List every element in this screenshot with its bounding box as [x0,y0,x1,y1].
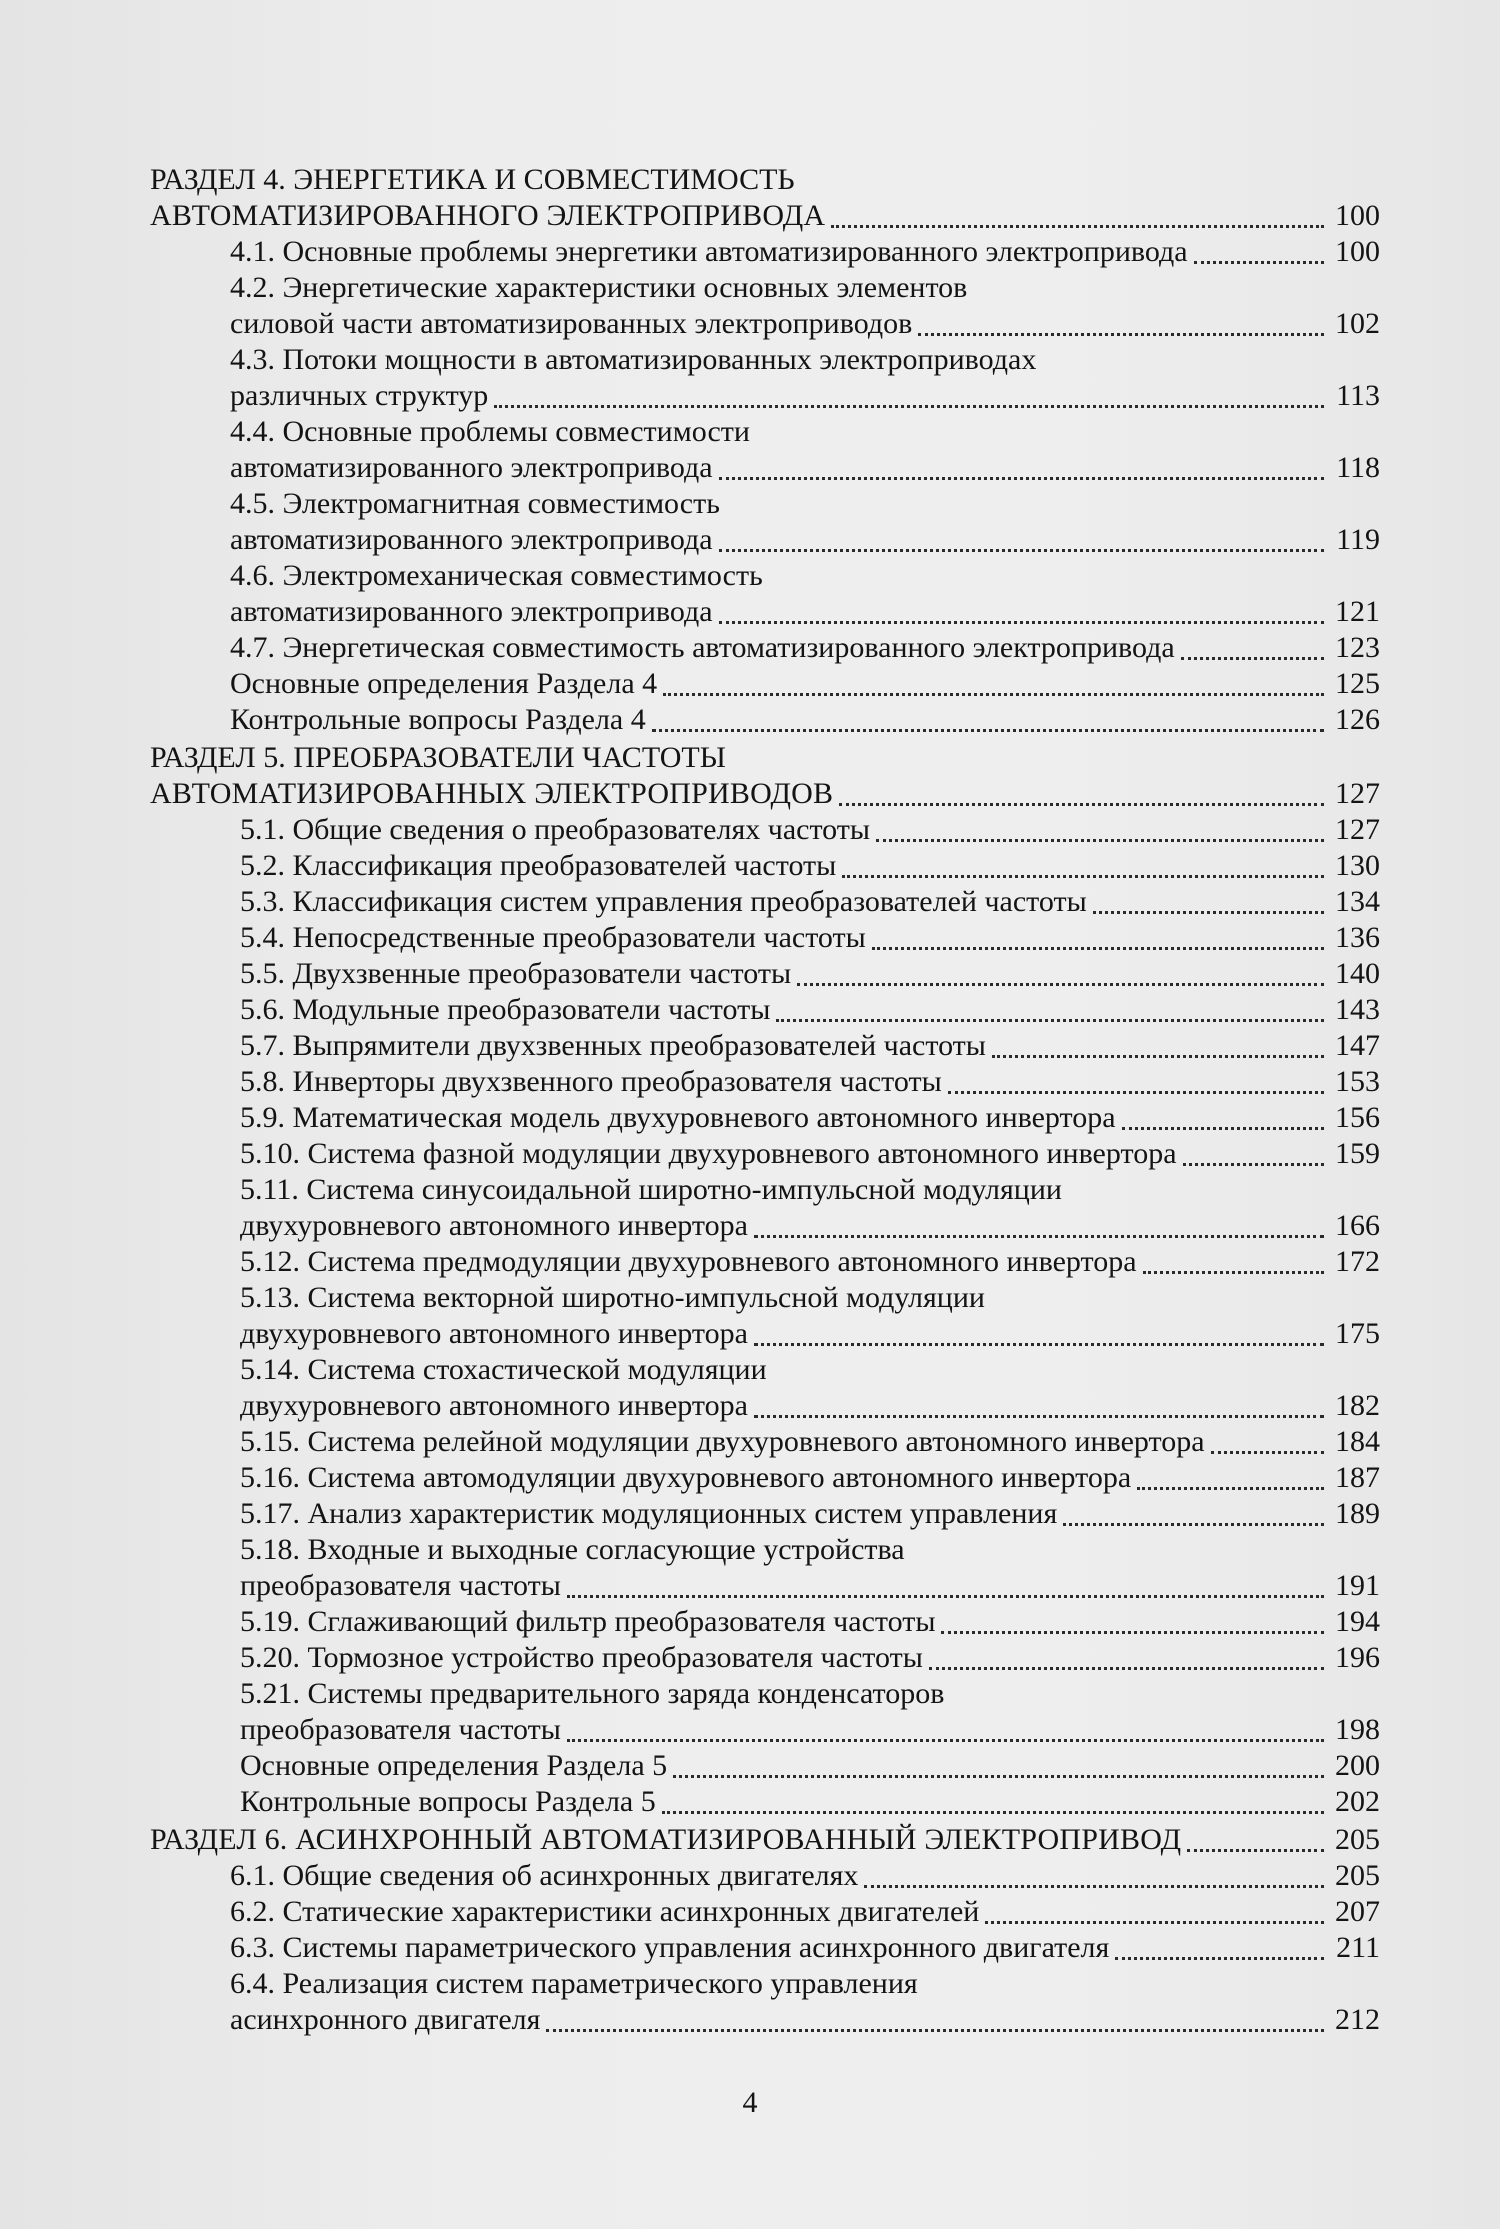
toc-page-number: 191 [1335,1569,1380,1602]
toc-entry-title-line: двухуровневого автономного инвертора [240,1209,748,1242]
toc-entry-title [230,270,1328,342]
toc-entry-title-line: 5.6. Модульные преобразователи частоты [240,993,771,1026]
toc-page-number: 123 [1335,631,1380,664]
toc-entry-title [240,884,1328,920]
toc-entry-title-line: 4.7. Энергетическая совместимость автоматизированного электропривода [230,631,1175,664]
toc-entry-title [230,558,1328,630]
toc-page-number: 125 [1335,667,1380,700]
dot-leader [754,1329,1324,1346]
toc-entry [150,1100,1380,1136]
toc-entry [150,1028,1380,1064]
toc-entry [150,1280,1380,1352]
toc-entry-title-line: 5.1. Общие сведения о преобразователях частоты [240,813,871,846]
dot-leader [864,1871,1324,1888]
dot-leader [1194,247,1324,264]
toc-entry [150,1460,1380,1496]
dot-leader [1143,1257,1324,1274]
toc-page-number: 172 [1335,1245,1380,1278]
toc-entry-title-line: Основные определения Раздела 4 [230,667,658,700]
toc-entry-title-line: преобразователя частоты [240,1569,561,1602]
dot-leader [941,1617,1324,1634]
toc-entry-title [230,702,1328,738]
toc-entry-title [240,1676,1328,1748]
toc-entry [150,270,1380,342]
toc-entry-title [240,848,1328,884]
toc-page-number: 200 [1335,1749,1380,1782]
toc-page-number: 207 [1335,1895,1380,1928]
toc-entry [150,486,1380,558]
toc-entry [150,1858,1380,1894]
toc-entry-title [240,1136,1328,1172]
dot-leader [1183,1149,1324,1166]
toc-entry-title-line: 4.4. Основные проблемы совместимости [230,415,750,448]
dot-leader [1181,643,1324,660]
toc-entry-title-line: 5.7. Выпрямители двухзвенных преобразователей частоты [240,1029,986,1062]
toc-page-number: 175 [1335,1317,1380,1350]
toc-entry [150,414,1380,486]
toc-entry-title-line: силовой части автоматизированных электроприводов [230,307,913,340]
toc-entry-title [240,1100,1328,1136]
toc-entry [150,702,1380,738]
toc-page-number: 187 [1335,1461,1380,1494]
toc-page-number: 166 [1335,1209,1380,1242]
toc-entry [150,1894,1380,1930]
toc-page-number: 196 [1335,1641,1380,1674]
dot-leader [754,1401,1324,1418]
dot-leader [797,969,1324,986]
toc-entry-title [240,1028,1328,1064]
toc-entry [150,884,1380,920]
toc-entry [150,992,1380,1028]
toc-entry-title [240,1640,1328,1676]
toc-entry-title-line: 5.13. Система векторной широтно-импульсной модуляции [240,1281,985,1314]
toc-page-number: 184 [1335,1425,1380,1458]
toc-entry-title-line: 5.4. Непосредственные преобразователи частоты [240,921,866,954]
dot-leader [948,1077,1324,1094]
toc-entry-title-line: 6.4. Реализация систем параметрического управления [230,1967,918,2000]
toc-entry-title [230,1966,1328,2038]
toc-page-number: 127 [1335,777,1380,810]
toc-entry [150,1424,1380,1460]
toc-entry-title-line: 5.15. Система релейной модуляции двухуровневого автономного инвертора [240,1425,1205,1458]
dot-leader [673,1761,1324,1778]
toc-entry-title-line: 5.20. Тормозное устройство преобразователя частоты [240,1641,923,1674]
table-of-contents [150,160,1380,2038]
dot-leader [872,933,1324,950]
toc-page-number: 189 [1335,1497,1380,1530]
toc-entry-title [150,1822,1328,1858]
toc-entry-title [240,1460,1328,1496]
toc-entry-title [230,1858,1328,1894]
toc-entry [150,666,1380,702]
toc-entry-title [230,630,1328,666]
toc-entry [150,1496,1380,1532]
toc-entry [150,1064,1380,1100]
toc-entry-title-line: АВТОМАТИЗИРОВАННОГО ЭЛЕКТРОПРИВОДА [150,199,826,232]
toc-page-number: 100 [1335,235,1380,268]
dot-leader [1187,1835,1324,1852]
toc-page-number: 156 [1335,1101,1380,1134]
toc-entry [150,920,1380,956]
toc-entry-title [240,992,1328,1028]
toc-entry-title-line: 5.18. Входные и выходные согласующие устройства [240,1533,905,1566]
toc-entry-title [240,1244,1328,1280]
toc-page-number: 121 [1335,595,1380,628]
toc-entry-title [240,1064,1328,1100]
dot-leader [652,715,1324,732]
toc-entry-title-line: 5.5. Двухзвенные преобразователи частоты [240,957,792,990]
dot-leader [719,607,1324,624]
toc-section-entry [150,1822,1380,1858]
dot-leader [1115,1943,1324,1960]
toc-entry-title-line: Основные определения Раздела 5 [240,1749,668,1782]
dot-leader [719,463,1324,480]
dot-leader [1063,1509,1324,1526]
toc-entry [150,630,1380,666]
toc-entry-title-line: РАЗДЕЛ 6. АСИНХРОННЫЙ АВТОМАТИЗИРОВАННЫЙ ЭЛЕКТРОПРИВОД [150,1823,1182,1856]
toc-page-number: 119 [1336,523,1380,556]
toc-page-number: 182 [1335,1389,1380,1422]
toc-entry-title-line: Контрольные вопросы Раздела 4 [230,703,646,736]
toc-page-number: 153 [1335,1065,1380,1098]
toc-entry-title-line: различных структур [230,379,489,412]
toc-entry [150,1966,1380,2038]
dot-leader [567,1581,1324,1598]
toc-page-number: 127 [1335,813,1380,846]
dot-leader [831,211,1324,228]
dot-leader [754,1221,1324,1238]
toc-entry-title [230,342,1328,414]
toc-entry [150,956,1380,992]
toc-entry [150,1784,1380,1820]
toc-page-number: 134 [1335,885,1380,918]
toc-page-number: 126 [1335,703,1380,736]
toc-entry [150,1604,1380,1640]
toc-page-number: 212 [1335,2003,1380,2036]
toc-entry-title [240,1172,1328,1244]
toc-page-number: 100 [1335,199,1380,232]
toc-entry-title-line: 6.3. Системы параметрического управления асинхронного двигателя [230,1931,1110,1964]
toc-entry [150,1640,1380,1676]
dot-leader [985,1907,1324,1924]
toc-entry-title-line: двухуровневого автономного инвертора [240,1389,748,1422]
toc-entry-title [230,1894,1328,1930]
dot-leader [1122,1113,1324,1130]
dot-leader [567,1725,1324,1742]
toc-entry-title-line: 4.3. Потоки мощности в автоматизированных электроприводах [230,343,1037,376]
toc-entry-title [240,1532,1328,1604]
toc-entry [150,1748,1380,1784]
dot-leader [776,1005,1324,1022]
toc-entry-title-line: 4.2. Энергетические характеристики основных элементов [230,271,968,304]
toc-entry-title-line: 5.2. Классификация преобразователей частоты [240,849,837,882]
toc-entry-title [240,1424,1328,1460]
toc-page-number: 205 [1335,1859,1380,1892]
toc-section-entry [150,162,1380,234]
toc-entry [150,848,1380,884]
toc-entry [150,1676,1380,1748]
toc-entry [150,1352,1380,1424]
toc-entry-title-line: 4.6. Электромеханическая совместимость [230,559,763,592]
toc-section-entry [150,740,1380,812]
toc-entry [150,1532,1380,1604]
toc-entry [150,812,1380,848]
toc-entry-title [240,1784,1328,1820]
dot-leader [1093,897,1324,914]
dot-leader [663,679,1324,696]
toc-entry-title-line: 5.12. Система предмодуляции двухуровневого автономного инвертора [240,1245,1137,1278]
toc-entry-title-line: преобразователя частоты [240,1713,561,1746]
toc-entry-title-line: 5.16. Система автомодуляции двухуровневого автономного инвертора [240,1461,1132,1494]
toc-entry-title [230,234,1328,270]
toc-entry-title-line: 5.9. Математическая модель двухуровневого автономного инвертора [240,1101,1116,1134]
toc-entry-title [230,666,1328,702]
toc-entry-title [240,1604,1328,1640]
toc-page-number: 143 [1335,993,1380,1026]
toc-page-number: 140 [1335,957,1380,990]
toc-entry [150,1930,1380,1966]
toc-entry-title [230,486,1328,558]
dot-leader [839,789,1324,806]
toc-entry-title-line: Контрольные вопросы Раздела 5 [240,1785,656,1818]
toc-entry-title [240,1280,1328,1352]
toc-entry-title-line: автоматизированного электропривода [230,595,713,628]
toc-entry [150,558,1380,630]
toc-entry-title-line: асинхронного двигателя [230,2003,541,2036]
toc-entry-title [230,1930,1328,1966]
toc-page-number: 198 [1335,1713,1380,1746]
toc-entry-title-line: двухуровневого автономного инвертора [240,1317,748,1350]
toc-page-number: 194 [1335,1605,1380,1638]
page-number: 4 [742,2086,758,2119]
toc-page-number: 147 [1335,1029,1380,1062]
toc-entry-title-line: 5.19. Сглаживающий фильтр преобразователя частоты [240,1605,936,1638]
toc-entry-title [240,1496,1328,1532]
toc-entry-title [240,812,1328,848]
toc-entry-title-line: 5.14. Система стохастической модуляции [240,1353,767,1386]
dot-leader [494,391,1324,408]
toc-page-number: 113 [1336,379,1380,412]
toc-entry-title [230,414,1328,486]
toc-page-number: 130 [1335,849,1380,882]
toc-page-number: 202 [1335,1785,1380,1818]
toc-entry [150,234,1380,270]
toc-entry [150,1136,1380,1172]
toc-page-number: 136 [1335,921,1380,954]
toc-entry-title-line: 4.1. Основные проблемы энергетики автоматизированного электропривода [230,235,1188,268]
dot-leader [719,535,1324,552]
toc-page-number: 102 [1335,307,1380,340]
toc-entry-title [150,740,1328,812]
toc-entry-title [240,1748,1328,1784]
toc-entry-title-line: 5.3. Классификация систем управления преобразователей частоты [240,885,1087,918]
dot-leader [1137,1473,1324,1490]
dot-leader [876,825,1324,842]
toc-entry-title-line: 6.1. Общие сведения об асинхронных двигателях [230,1859,859,1892]
dot-leader [929,1653,1324,1670]
toc-page-number: 118 [1336,451,1380,484]
toc-page-number: 211 [1336,1931,1380,1964]
toc-page-number: 205 [1335,1823,1380,1856]
toc-entry-title-line: 5.11. Система синусоидальной широтно-импульсной модуляции [240,1173,1062,1206]
dot-leader [842,861,1324,878]
toc-entry-title-line: 4.5. Электромагнитная совместимость [230,487,720,520]
toc-entry-title-line: 6.2. Статические характеристики асинхронных двигателей [230,1895,980,1928]
toc-entry [150,1244,1380,1280]
toc-entry-title-line: АВТОМАТИЗИРОВАННЫХ ЭЛЕКТРОПРИВОДОВ [150,777,834,810]
dot-leader [546,2015,1324,2032]
toc-entry-title-line: 5.10. Система фазной модуляции двухуровневого автономного инвертора [240,1137,1177,1170]
dot-leader [1211,1437,1324,1454]
dot-leader [992,1041,1324,1058]
toc-entry-title-line: РАЗДЕЛ 4. ЭНЕРГЕТИКА И СОВМЕСТИМОСТЬ [150,163,795,196]
toc-entry-title-line: автоматизированного электропривода [230,451,713,484]
toc-page-number: 159 [1335,1137,1380,1170]
toc-entry [150,342,1380,414]
toc-entry-title [240,920,1328,956]
toc-entry-title [240,1352,1328,1424]
dot-leader [918,319,1324,336]
dot-leader [662,1797,1324,1814]
toc-entry-title-line: 5.21. Системы предварительного заряда конденсаторов [240,1677,945,1710]
toc-entry-title-line: 5.17. Анализ характеристик модуляционных систем управления [240,1497,1058,1530]
toc-entry-title [150,162,1328,234]
toc-entry-title [240,956,1328,992]
toc-entry-title-line: автоматизированного электропривода [230,523,713,556]
toc-entry-title-line: 5.8. Инверторы двухзвенного преобразователя частоты [240,1065,942,1098]
toc-entry-title-line: РАЗДЕЛ 5. ПРЕОБРАЗОВАТЕЛИ ЧАСТОТЫ [150,741,726,774]
toc-entry [150,1172,1380,1244]
